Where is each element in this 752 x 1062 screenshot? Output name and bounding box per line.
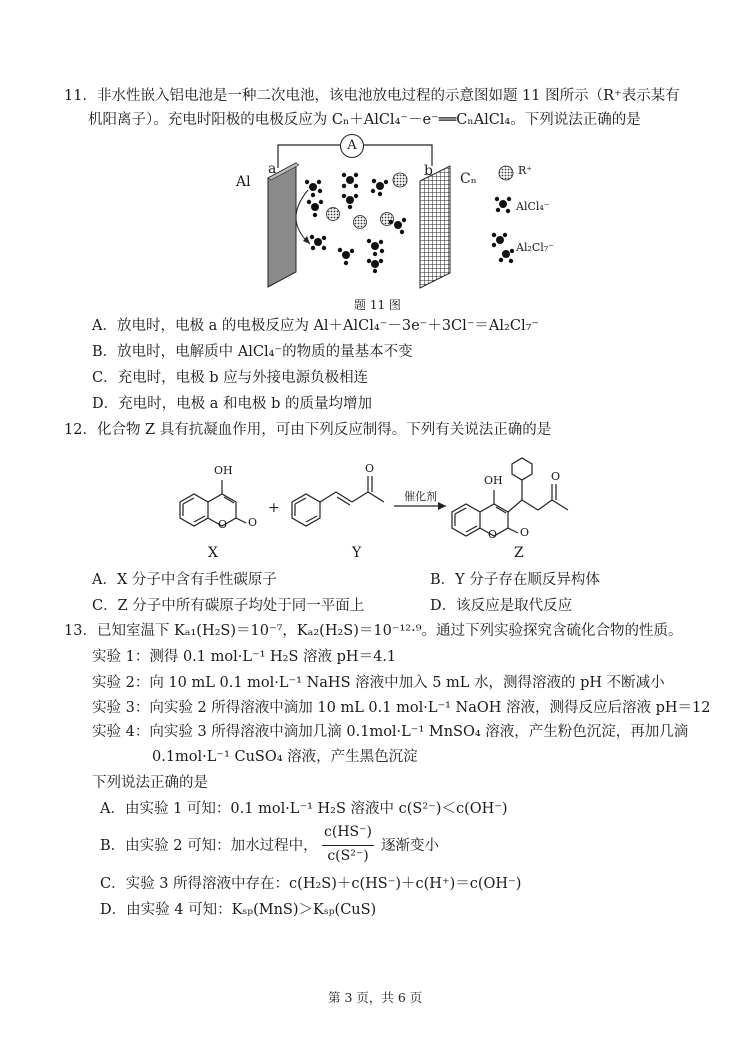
al-label: Al [236, 174, 251, 190]
q13-option-a: A．由实验 1 可知：0.1 mol·L⁻¹ H₂S 溶液中 c(S²⁻)＜c(OH⁻) [100, 801, 508, 817]
plus-sign: + [268, 500, 280, 516]
x-ring-o-label: O [218, 518, 228, 531]
q11-option-d: D．充电时，电极 a 和电极 b 的质量均增加 [92, 396, 372, 412]
z-label: Z [514, 545, 524, 561]
cn-electrode [420, 166, 450, 288]
q13-option-c: C．实验 3 所得溶液中存在：c(H₂S)＋c(HS⁻)＋c(H⁺)＝c(OH⁻) [100, 876, 522, 892]
q12-option-d: D．该反应是取代反应 [430, 598, 573, 614]
q11-stem-line1: 11．非水性嵌入铝电池是一种二次电池，该电池放电过程的示意图如题 11 图所示（R⁺表示某有 [64, 88, 680, 104]
q13-stem: 13．已知室温下 Kₐ₁(H₂S)＝10⁻⁷，Kₐ₂(H₂S)＝10⁻¹²·⁹。通过下列实验探究含硫化合物的性质。 [64, 623, 683, 639]
q12-option-a: A．X 分子中含有手性碳原子 [92, 572, 277, 588]
q13-option-b: B．由实验 2 可知：加水过程中， [100, 838, 318, 854]
battery-diagram [0, 0, 752, 320]
y-label: Y [352, 545, 362, 561]
r-plus-particles [327, 173, 408, 229]
q13-option-b-denominator: c(S²⁻) [327, 848, 369, 864]
y-carbonyl-o-label: O [365, 462, 375, 475]
q11-option-c: C．充电时，电极 b 应与外接电源负极相连 [92, 370, 369, 386]
x-carbonyl-o-label: O [248, 516, 258, 529]
fraction-bar [322, 845, 374, 846]
curved-arrow [296, 190, 310, 244]
legend-r-plus-label: R⁺ [518, 164, 533, 177]
q13-prompt: 下列说法正确的是 [92, 775, 208, 791]
q13-experiment-2: 实验 2：向 10 mL 0.1 mol·L⁻¹ NaHS 溶液中加入 5 mL 水，测得溶液的 pH 不断减小 [92, 675, 665, 691]
z-carbonyl-o-label: O [520, 526, 530, 539]
q13-experiment-4-line1: 实验 4：向实验 3 所得溶液中滴加几滴 0.1mol·L⁻¹ MnSO₄ 溶液，产生粉色沉淀，再加几滴 [92, 724, 689, 740]
q13-experiment-4-line2: 0.1mol·L⁻¹ CuSO₄ 溶液，产生黑色沉淀 [152, 749, 418, 765]
q12-option-c: C．Z 分子中所有碳原子均处于同一平面上 [92, 598, 365, 614]
q11-option-a: A．放电时，电极 a 的电极反应为 Al＋AlCl₄⁻－3e⁻＋3Cl⁻＝Al₂Cl₇⁻ [92, 318, 540, 334]
catalyst-label: 催化剂 [404, 490, 437, 503]
legend-al2cl7-icon [492, 233, 514, 263]
q11-option-b: B．放电时，电解质中 AlCl₄⁻的物质的量基本不变 [92, 344, 413, 360]
q12-stem: 12．化合物 Z 具有抗凝血作用，可由下列反应制得。下列有关说法正确的是 [64, 422, 552, 438]
pole-b-label: b [424, 163, 433, 179]
page-footer: 第 3 页，共 6 页 [328, 990, 423, 1005]
x-label: X [208, 545, 218, 561]
legend-r-plus-icon [499, 166, 513, 180]
al-electrode [268, 163, 296, 287]
z-oh-label: OH [484, 474, 503, 487]
q13-experiment-3: 实验 3：向实验 2 所得溶液中滴加 10 mL 0.1 mol·L⁻¹ NaOH 溶液，测得反应后溶液 pH＝12 [92, 700, 711, 716]
q13-option-b-tail: 逐渐变小 [381, 838, 439, 854]
figure-11-caption: 题 11 图 [354, 298, 401, 312]
reaction-scheme [0, 440, 752, 580]
z-ring-o-label: O [488, 528, 498, 541]
ammeter-label: A [347, 138, 357, 153]
ammeter-icon [340, 134, 364, 158]
q12-option-b: B．Y 分子存在顺反异构体 [430, 572, 600, 588]
q11-stem-line2: 机阳离子）。充电时阳极的电极反应为 Cₙ＋AlCl₄⁻－e⁻══CₙAlCl₄。下列说法正确的是 [88, 112, 641, 128]
legend-al2cl7-label: Al₂Cl₇⁻ [516, 241, 555, 254]
legend-alcl4-label: AlCl₄⁻ [516, 200, 550, 213]
q13-option-d: D．由实验 4 可知：Kₛₚ(MnS)＞Kₛₚ(CuS) [100, 902, 377, 918]
q13-experiment-1: 实验 1：测得 0.1 mol·L⁻¹ H₂S 溶液 pH＝4.1 [92, 649, 397, 665]
cn-label: Cₙ [460, 171, 477, 187]
pole-a-label: a [268, 161, 277, 177]
z-ketone-o-label: O [551, 470, 561, 483]
legend-alcl4-icon [495, 197, 511, 213]
x-oh-label: OH [214, 464, 233, 477]
q13-option-b-numerator: c(HS⁻) [324, 824, 372, 840]
